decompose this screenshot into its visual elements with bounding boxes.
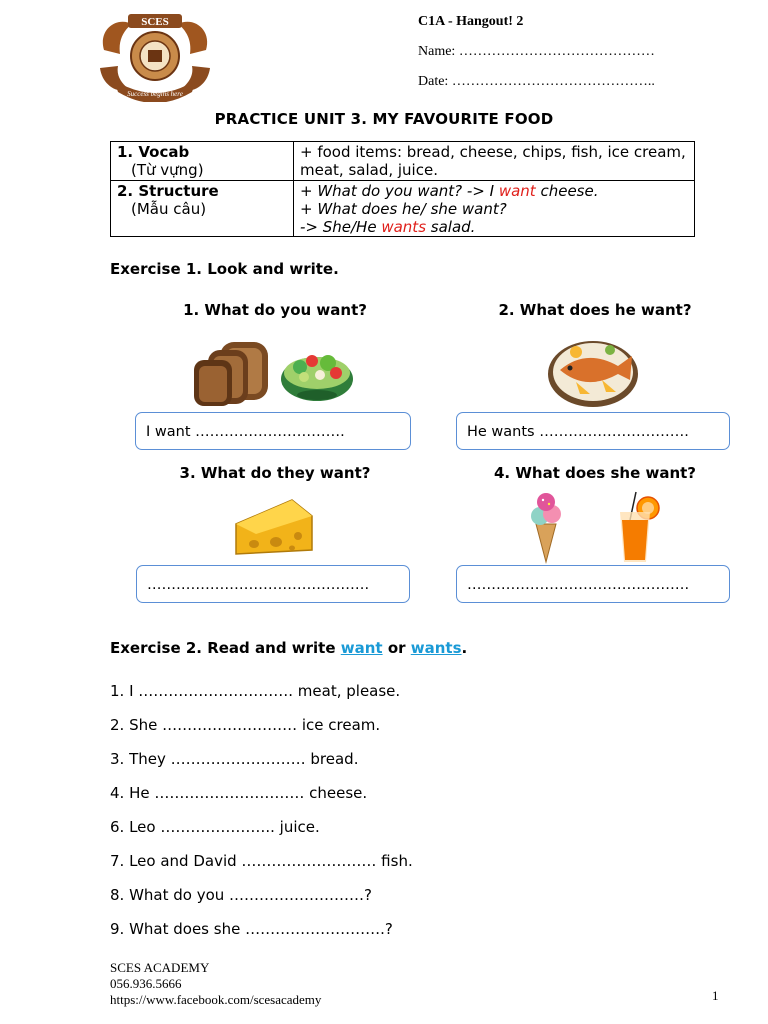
exercise2-line-4[interactable]: 4. He ………………………… cheese. — [110, 784, 368, 802]
answer-box-4[interactable]: ………………………………………. — [456, 565, 730, 603]
vocab-structure-table — [110, 141, 695, 237]
footer-phone: 056.936.5666 — [110, 976, 182, 991]
name-field[interactable]: Name: …………………………………… — [418, 44, 655, 59]
exercise2-line-3[interactable]: 3. They ……………………… bread. — [110, 750, 359, 768]
vocab-row — [111, 142, 695, 181]
vocab-content: + food items: bread, cheese, chips, fish, ice cream, meat, salad, juice. — [300, 143, 686, 179]
question-2: 2. What does he want? — [498, 301, 692, 319]
logo-motto: Success begins here — [127, 90, 183, 98]
date-field[interactable]: Date: …………………………………….. — [418, 74, 655, 89]
exercise1-title: Exercise 1. Look and write. — [110, 260, 339, 278]
structure-line-1: + What do you want? -> I want cheese. — [300, 182, 599, 200]
class-label: C1A - Hangout! 2 — [418, 14, 524, 29]
wants-link[interactable]: wants — [410, 639, 462, 657]
exercise2-line-2[interactable]: 2. She ……………………… ice cream. — [110, 716, 381, 734]
question-1: 1. What do you want? — [183, 301, 367, 319]
page-number: 1 — [712, 988, 719, 1003]
exercise2-line-6[interactable]: 6. Leo ………………….. juice. — [110, 818, 320, 836]
answer-box-3[interactable]: ………………………………………. — [136, 565, 410, 603]
footer-url[interactable]: https://www.facebook.com/scesacademy — [110, 992, 322, 1007]
cheese-image — [232, 494, 316, 558]
structure-line-2: + What does he/ she want? — [300, 200, 507, 218]
exercise2-line-7[interactable]: 7. Leo and David ……………………… fish. — [110, 852, 413, 870]
structure-sublabel: (Mẫu câu) — [131, 200, 207, 218]
page-title: PRACTICE UNIT 3. MY FAVOURITE FOOD — [214, 110, 554, 128]
answer-box-1[interactable]: I want …………………………. — [135, 412, 411, 450]
exercise2-line-8[interactable]: 8. What do you ………………………? — [110, 886, 373, 904]
logo-title: SCES — [141, 16, 169, 28]
structure-row — [111, 181, 695, 237]
question-3: 3. What do they want? — [179, 464, 371, 482]
vocab-label: 1. Vocab — [117, 143, 190, 161]
structure-label: 2. Structure — [117, 182, 219, 200]
exercise2-title: Exercise 2. Read and write want or wants. — [110, 639, 468, 657]
structure-line-3: -> She/He wants salad. — [300, 218, 476, 236]
exercise2-line-1[interactable]: 1. I …………………………. meat, please. — [110, 682, 401, 700]
sces-logo — [96, 10, 214, 102]
want-link[interactable]: want — [340, 639, 383, 657]
question-4: 4. What does she want? — [494, 464, 696, 482]
salad-image — [278, 337, 356, 405]
structure-label-cell — [111, 181, 294, 237]
answer-box-2[interactable]: He wants …………………………. — [456, 412, 730, 450]
vocab-sublabel: (Từ vựng) — [131, 161, 204, 179]
fish-image — [546, 330, 640, 410]
structure-content-cell — [294, 181, 695, 237]
ice-cream-image — [526, 490, 566, 564]
juice-image — [614, 490, 662, 564]
vocab-label-cell — [111, 142, 294, 181]
vocab-content-cell — [294, 142, 695, 181]
bread-image — [190, 336, 276, 410]
footer-org: SCES ACADEMY — [110, 960, 210, 975]
exercise2-line-9[interactable]: 9. What does she ……………………….? — [110, 920, 393, 938]
